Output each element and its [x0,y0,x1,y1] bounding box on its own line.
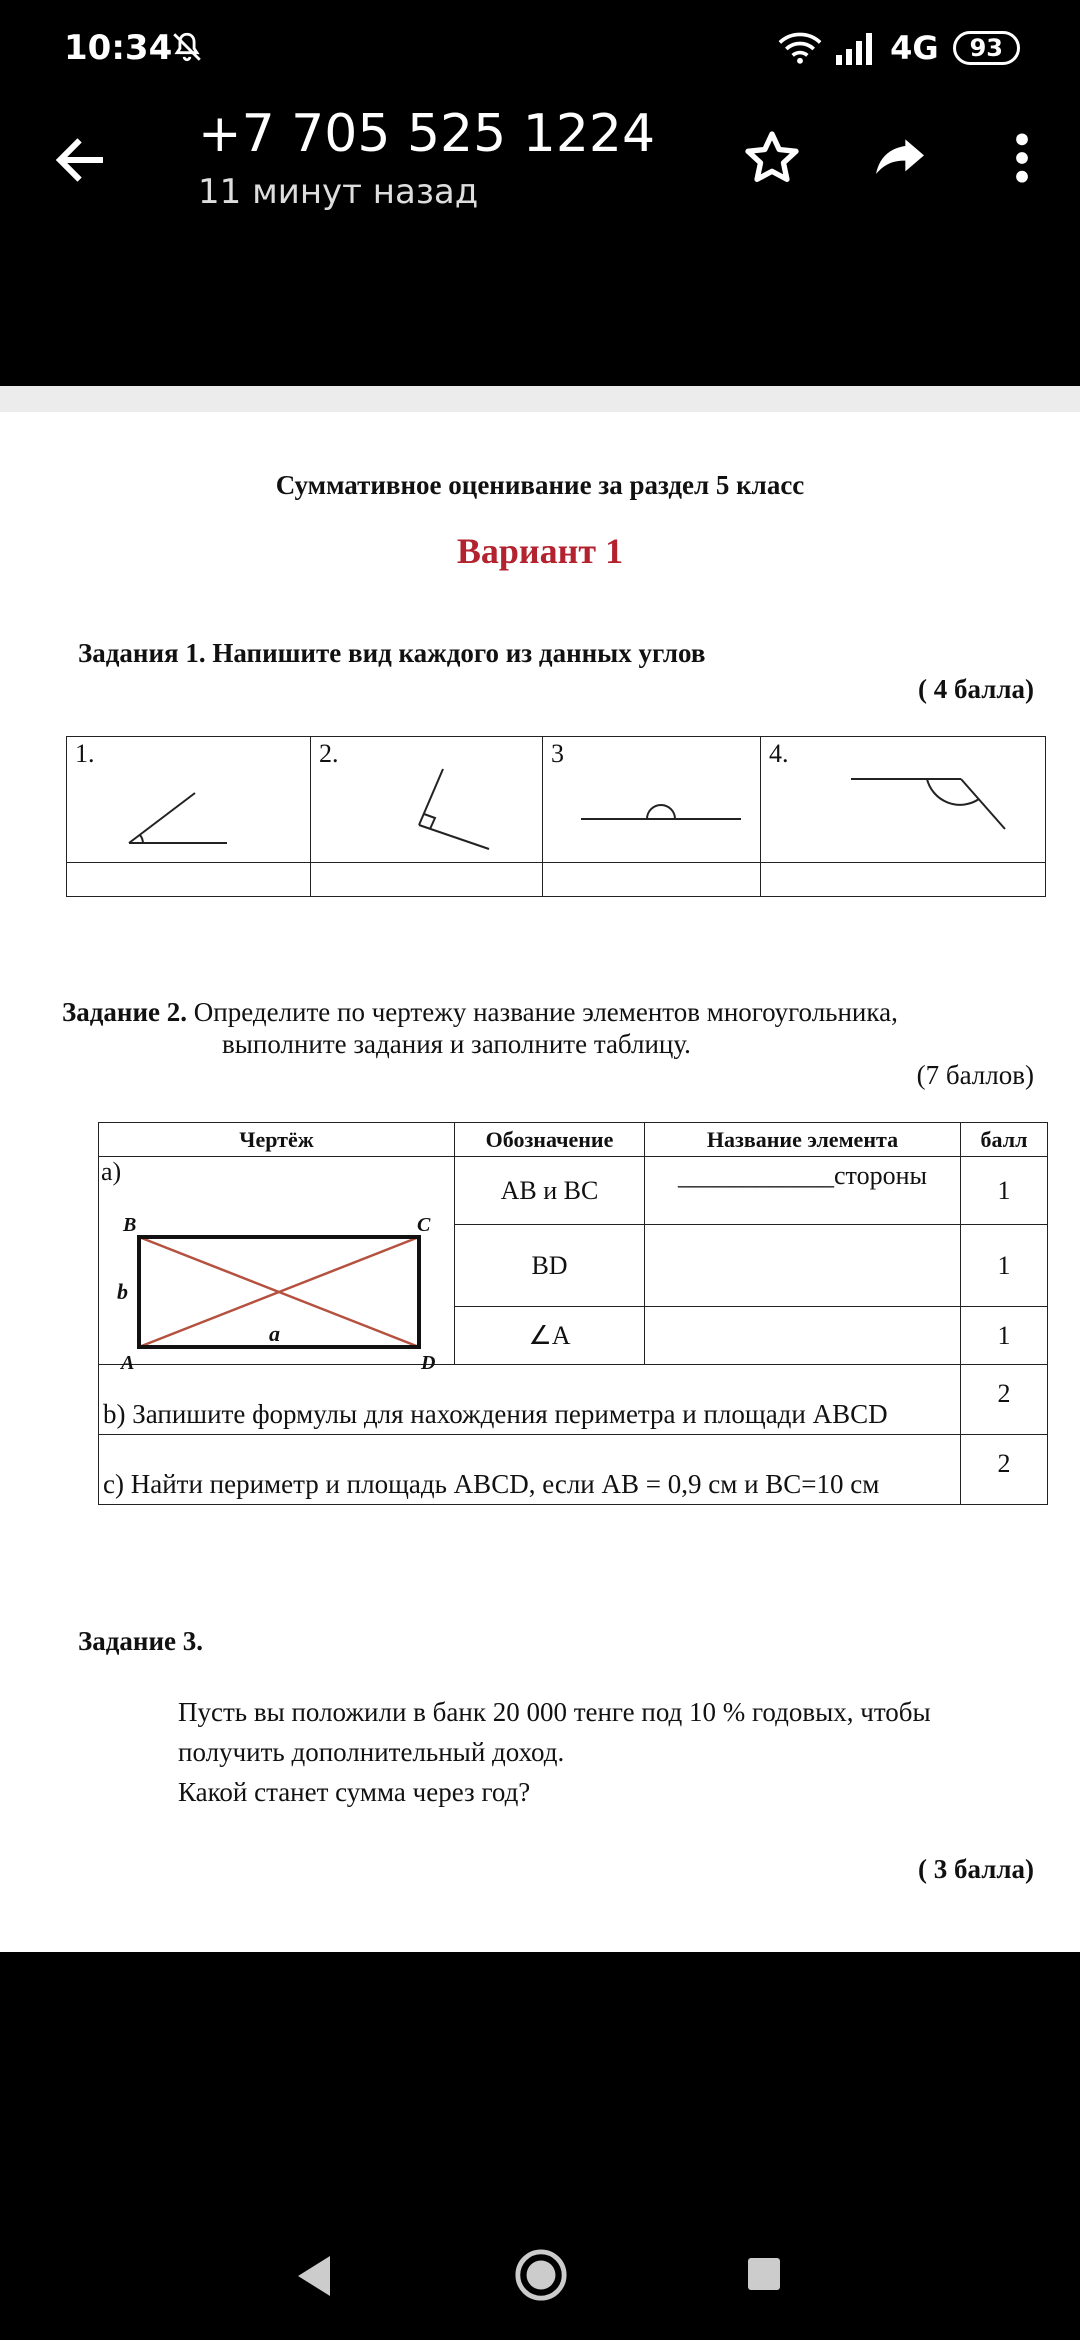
obtuse-angle-drawing [761,763,1041,863]
network-type: 4G [890,29,939,67]
vertex-c: C [417,1214,431,1236]
points-row1: 1 [961,1157,1048,1225]
task2-title [62,996,1022,1060]
cell-number: 4. [769,739,789,768]
designation-angle-a: ∠A [455,1307,645,1365]
points-row3: 1 [961,1307,1048,1365]
do-not-disturb-bell-icon [170,30,204,64]
task3-line-1: Пусть вы положили в банк 20 000 тенге под 10 % годовых, чтобы [178,1697,931,1727]
side-b-label: b [117,1279,128,1304]
task3-text [178,1692,1058,1812]
angle-cell-1 [67,737,311,863]
subtask-c: с) Найти периметр и площадь ABCD, если AB = 0,9 см и BC=10 см [99,1435,961,1505]
designation-bd: BD [455,1225,645,1307]
contact-title: +7 705 525 1224 [198,104,656,164]
header-drawing: Чертёж [99,1123,455,1157]
drawing-label: а) [101,1157,122,1186]
task3-points: ( 3 балла) [917,1854,1034,1884]
answer-cell-2[interactable] [311,863,543,897]
answer-cell-3[interactable] [543,863,761,897]
cell-number: 3 [551,739,564,768]
answer-cell-4[interactable] [761,863,1046,897]
document-image [0,386,1080,1952]
subtask-b: b) Запишите формулы для нахождения периметра и площади ABCD [99,1365,961,1435]
header-designation: Обозначение [455,1123,645,1157]
points-row2: 1 [961,1225,1048,1307]
answer-cell-1[interactable] [67,863,311,897]
app-bar [0,100,1080,386]
star-icon[interactable] [740,126,804,190]
acute-angle-drawing [67,763,307,863]
cell-number: 2. [319,739,339,768]
recents-square-icon[interactable] [746,2256,782,2292]
rectangle-abcd-drawing [99,1187,455,1397]
back-triangle-icon[interactable] [294,2254,334,2298]
message-time: 11 минут назад [198,172,479,212]
signal-icon [836,31,876,65]
task3-title: Задание 3. [78,1626,204,1656]
subtask-c-points: 2 [961,1435,1048,1505]
task3-line-3: Какой станет сумма через год? [178,1777,531,1807]
designation-ab-bc: AB и BC [455,1157,645,1225]
right-angle-drawing [311,763,541,863]
subtask-b-points: 2 [961,1365,1048,1435]
back-arrow-icon[interactable] [50,130,110,190]
header-points: балл [961,1123,1048,1157]
task2-text: Определите по чертежу название элементов многоугольника, [187,997,898,1027]
document-header: Суммативное оценивание за раздел 5 класс [275,470,805,500]
navigation-bar [0,2180,1080,2340]
status-bar [0,0,1080,100]
angle-cell-2 [311,737,543,863]
task3-line-2: получить дополнительный доход. [178,1737,565,1767]
share-icon[interactable] [868,126,932,190]
cell-number: 1. [75,739,95,768]
variant-title: Вариант 1 [456,531,624,571]
task2-text-line2: выполните задания и заполните таблицу. [222,1029,691,1059]
side-a-label: a [269,1321,280,1346]
task2-points: (7 баллов) [916,1060,1034,1090]
element-name-angle-a[interactable] [645,1307,961,1365]
status-time: 10:34 [64,28,173,68]
task1-title: Задания 1. Напишите вид каждого из данных углов [78,638,706,668]
straight-angle-drawing [543,763,759,863]
angle-cell-4 [761,737,1046,863]
vertex-d: D [421,1352,436,1374]
header-element-name: Название элемента [645,1123,961,1157]
task2-label: Задание 2. [62,997,188,1027]
battery-icon: 93 [953,31,1020,65]
task2-table [98,1122,1048,1505]
angle-cell-3 [543,737,761,863]
wifi-icon [778,31,822,65]
document-top-shadow [0,386,1080,412]
task1-table [66,736,1046,897]
vertex-a: A [121,1352,135,1374]
element-name-bd[interactable] [645,1225,961,1307]
element-name-sides[interactable]: ____________стороны [645,1157,961,1225]
task1-points: ( 4 балла) [917,674,1034,704]
vertex-b: B [123,1214,137,1236]
home-circle-icon[interactable] [514,2248,568,2302]
rectangle-drawing-cell [99,1157,455,1374]
more-vert-icon[interactable] [990,126,1054,190]
